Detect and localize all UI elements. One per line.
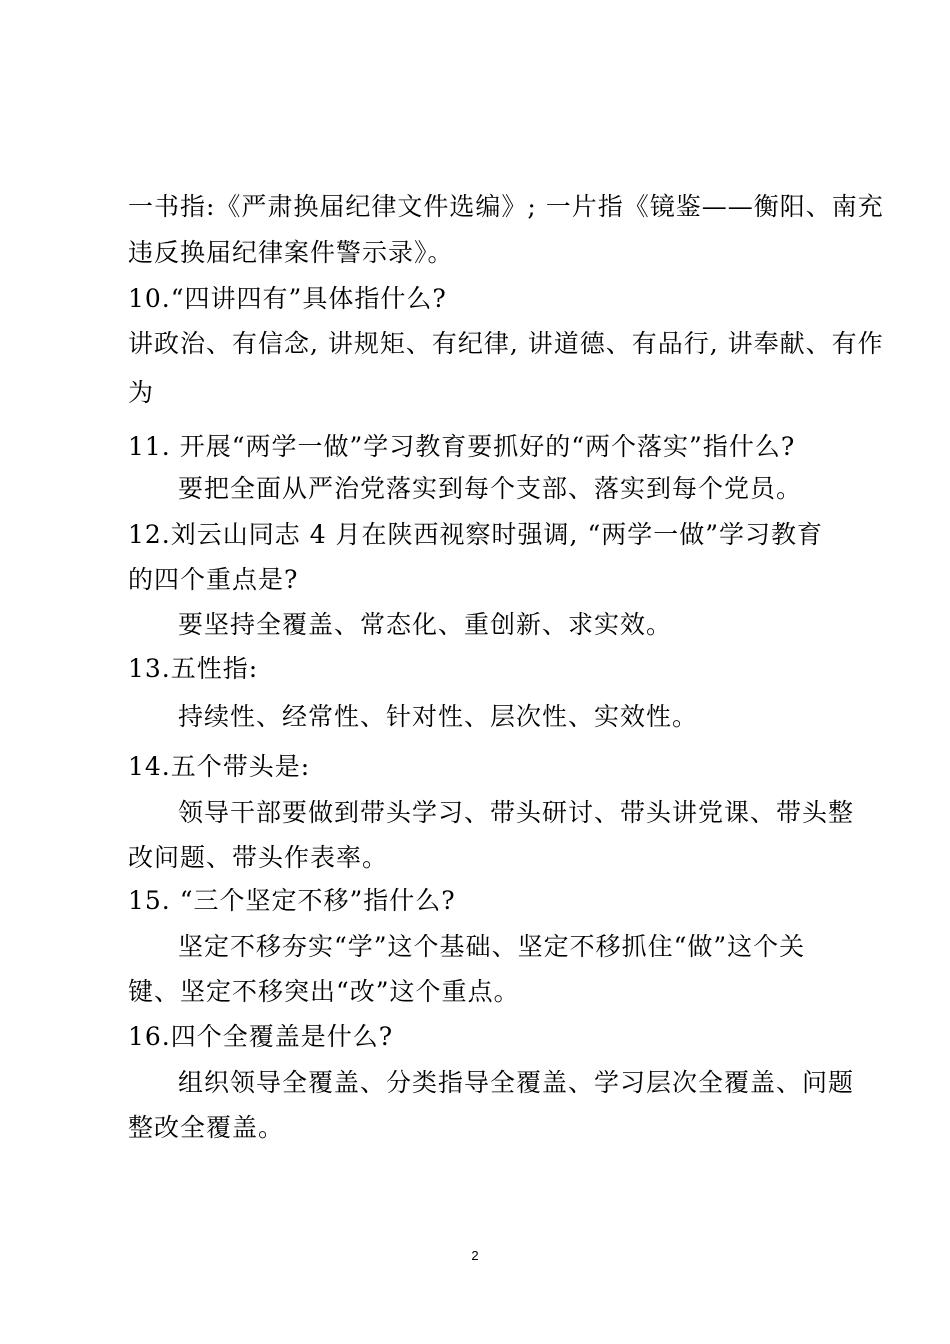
text-line: 违反换届纪律案件警示录》。 [128,238,454,267]
answer-text: 持续性、经常性、针对性、层次性、实效性。 [178,702,699,731]
question-heading: 12.刘云山同志 4 月在陕西视察时强调, “两学一做”学习教育 [128,520,824,549]
answer-text: 坚定不移夯实“学”这个基础、坚定不移抓住“做”这个关 [178,932,806,961]
answer-text: 组织领导全覆盖、分类指导全覆盖、学习层次全覆盖、问题 [178,1068,855,1097]
question-heading: 10.“四讲四有”具体指什么? [128,284,447,313]
page-number: 2 [471,1248,479,1263]
question-heading: 16.四个全覆盖是什么? [128,1022,394,1051]
answer-text: 要把全面从严治党落实到每个支部、落实到每个党员。 [178,474,803,503]
answer-text: 领导干部要做到带头学习、带头研讨、带头讲党课、带头整 [178,798,855,827]
answer-text: 改问题、带头作表率。 [128,843,389,872]
question-heading: 15. “三个坚定不移”指什么? [128,886,456,915]
text-line: 一书指:《严肃换届纪律文件选编》; 一片指《镜鉴——衡阳、南充 [128,192,884,221]
answer-text: 为 [128,378,155,407]
answer-text: 整改全覆盖。 [128,1113,285,1142]
question-heading: 的四个重点是? [128,565,299,594]
question-heading: 13.五性指: [128,654,259,683]
answer-text: 讲政治、有信念, 讲规矩、有纪律, 讲道德、有品行, 讲奉献、有作 [128,329,884,358]
question-heading: 11. 开展“两学一做”学习教育要抓好的“两个落实”指什么? [128,432,796,461]
answer-text: 要坚持全覆盖、常态化、重创新、求实效。 [178,610,673,639]
question-heading: 14.五个带头是: [128,752,311,781]
answer-text: 键、坚定不移突出“改”这个重点。 [128,977,520,1006]
